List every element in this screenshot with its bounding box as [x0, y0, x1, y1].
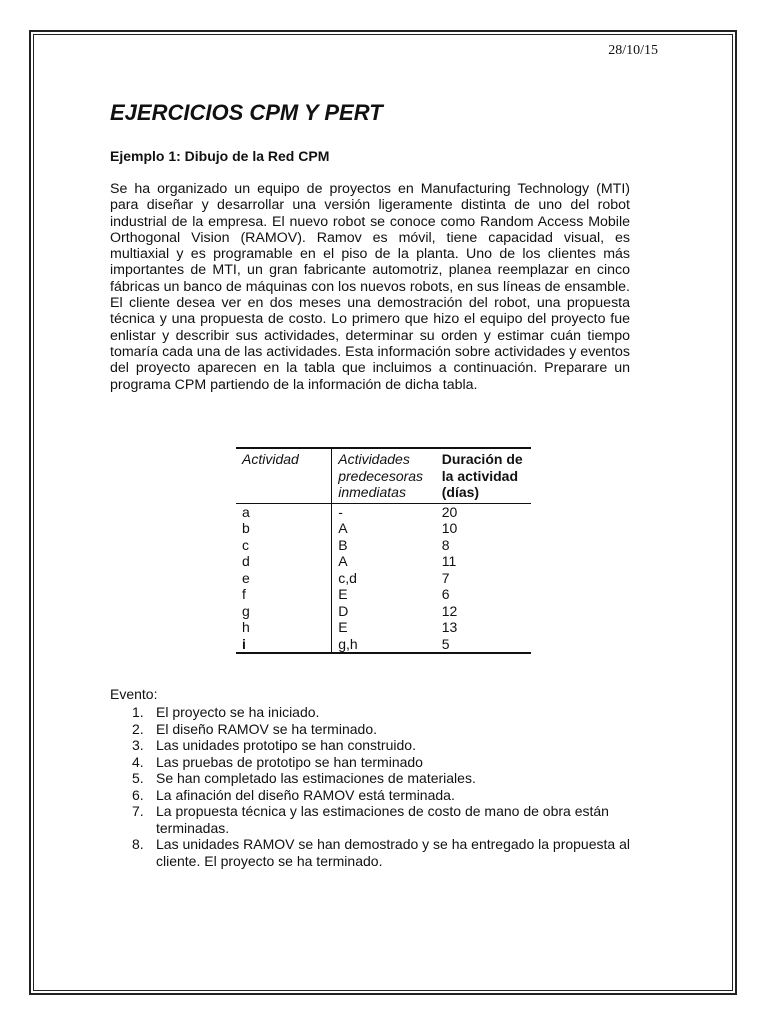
- table-row: [236, 553, 531, 570]
- list-item: Las unidades prototipo se han construido.: [156, 737, 416, 753]
- cell-duration: 8: [441, 536, 450, 553]
- table-row: [236, 586, 531, 603]
- table-row: [236, 537, 531, 554]
- cell-activity: e: [242, 569, 250, 586]
- cell-predecessor: A: [332, 520, 436, 537]
- list-item: Se han completado las estimaciones de materiales.: [156, 770, 476, 786]
- list-item: La propuesta técnica y las estimaciones de costo de mano de obra están terminadas.: [156, 803, 609, 836]
- activities-table: [236, 447, 531, 654]
- header-predecesoras: Actividades predecesoras inmediatas: [332, 448, 436, 503]
- table-row: [236, 520, 531, 537]
- list-item: El proyecto se ha iniciado.: [156, 704, 320, 720]
- events-label: Evento:: [110, 686, 158, 702]
- header-duracion: Duración de la actividad (días): [441, 451, 523, 500]
- cell-predecessor: g,h: [332, 636, 436, 654]
- list-item: La afinación del diseño RAMOV está terminada.: [156, 786, 455, 803]
- cell-predecessor: c,d: [332, 570, 436, 587]
- cell-predecessor: E: [332, 586, 436, 603]
- cell-predecessor: A: [332, 553, 436, 570]
- table-row: [236, 603, 531, 620]
- cell-activity: h: [242, 619, 250, 635]
- cell-activity: d: [242, 553, 250, 569]
- cell-activity: c: [242, 536, 249, 553]
- document-title: EJERCICIOS CPM Y PERT: [110, 100, 383, 125]
- cell-predecessor: B: [332, 537, 436, 554]
- cell-duration: 7: [441, 569, 450, 586]
- cell-duration: 13: [441, 619, 458, 635]
- cell-activity: g: [242, 602, 250, 619]
- table-row: [236, 619, 531, 636]
- cell-activity: f: [242, 586, 246, 602]
- cell-activity: a: [242, 503, 250, 520]
- page-date: 28/10/15: [608, 43, 658, 58]
- cell-duration: 10: [441, 520, 458, 536]
- cell-predecessor: E: [332, 619, 436, 636]
- example-subtitle: Ejemplo 1: Dibujo de la Red CPM: [110, 148, 330, 164]
- header-actividad: Actividad: [242, 451, 299, 467]
- events-list: [110, 704, 676, 869]
- table-row: [236, 570, 531, 587]
- cell-duration: 11: [441, 553, 457, 569]
- cell-duration: 5: [441, 635, 450, 652]
- list-item: Las unidades RAMOV se han demostrado y se ha entregado la propuesta al cliente. El proyecto se ha terminado.: [156, 836, 630, 869]
- cell-duration: 20: [441, 503, 458, 520]
- cell-activity: b: [242, 520, 250, 536]
- table-row: [236, 636, 531, 654]
- cell-predecessor: D: [332, 603, 436, 620]
- problem-paragraph: Se ha organizado un equipo de proyectos en Manufacturing Technology (MTI) para diseñar y desarrollar una versión ligeramente distinta de uno del robot industrial de la empresa. El nuevo robot se conoce como Random Access Mobile Orthogonal Vision (RAMOV). Ramov es móvil, tiene capacidad visual, es multiaxial y es programable en el piso de la planta. Uno de los clientes más importantes de MTI, un gran fabricante automotriz, planea reemplazar en cinco fábricas un banco de máquinas con los nuevos robots, en sus líneas de ensamble. El cliente desea ver en dos meses una demostración del robot, una propuesta técnica y una propuesta de costo. Lo primero que hizo el equipo del proyecto fue enlistar y describir sus actividades, determinar su orden y estimar cuán tiempo tomaría cada una de las actividades. Esta información sobre actividades y eventos del proyecto aparecen en la tabla que incluimos a continuación. Preparare un programa CPM partiendo de la información de dicha tabla.: [110, 181, 630, 393]
- cell-duration: 6: [441, 586, 450, 602]
- list-item: Las pruebas de prototipo se han terminado: [156, 753, 423, 770]
- cell-activity: i: [242, 635, 246, 652]
- table-row: [236, 503, 531, 520]
- cell-duration: 12: [441, 602, 458, 619]
- table-header-row: [236, 448, 531, 503]
- list-item: El diseño RAMOV se ha terminado.: [156, 720, 377, 737]
- cell-predecessor: -: [332, 503, 436, 520]
